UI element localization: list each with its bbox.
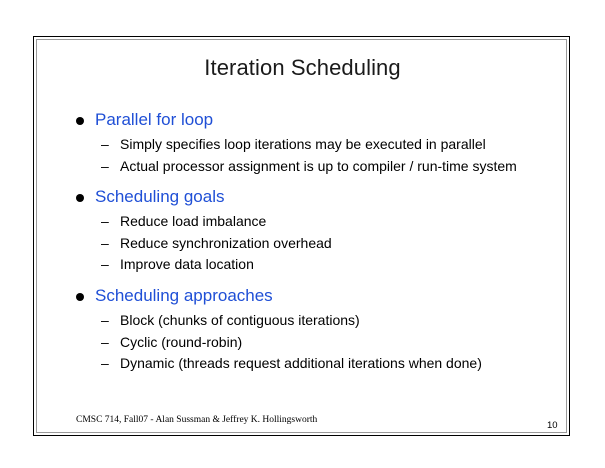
dash-icon: – xyxy=(101,157,109,174)
slide-title: Iteration Scheduling xyxy=(204,55,401,80)
sub-item-text: Dynamic (threads request additional iterations when done) xyxy=(120,355,482,371)
sub-item-text: Simply specifies loop iterations may be executed in parallel xyxy=(120,136,486,152)
bullet-item xyxy=(0,110,605,134)
sub-item-text: Reduce load imbalance xyxy=(120,213,267,229)
section-parallel-for-loop xyxy=(0,110,605,177)
dash-icon: – xyxy=(101,312,109,328)
sub-item xyxy=(0,254,605,276)
sub-item xyxy=(0,233,605,255)
bullet-heading: Scheduling approaches xyxy=(95,286,273,305)
dash-icon: – xyxy=(101,256,109,272)
sub-item xyxy=(0,332,605,354)
sub-item-text: Cyclic (round-robin) xyxy=(120,333,243,350)
dash-icon: – xyxy=(101,234,109,251)
bullet-item xyxy=(0,286,605,310)
bullet-item xyxy=(0,187,605,211)
bullet-heading: Scheduling goals xyxy=(95,187,225,206)
footer-credit: CMSC 714, Fall07 - Alan Sussman & Jeffrey K. Hollingsworth xyxy=(76,415,318,425)
section-scheduling-approaches xyxy=(0,286,605,375)
dash-icon: – xyxy=(101,213,109,229)
sub-item xyxy=(0,310,605,332)
sub-item xyxy=(0,156,605,178)
bullet-dot-icon xyxy=(76,194,84,202)
sub-item xyxy=(0,353,605,375)
dash-icon: – xyxy=(101,136,109,152)
dash-icon: – xyxy=(101,333,109,350)
sub-item-text: Reduce synchronization overhead xyxy=(120,234,332,251)
sub-item xyxy=(0,134,605,156)
page-number: 10 xyxy=(547,420,558,431)
bullet-dot-icon xyxy=(76,117,84,125)
sub-item-text: Actual processor assignment is up to compiler / run-time system xyxy=(120,157,517,174)
bullet-heading: Parallel for loop xyxy=(95,110,214,129)
dash-icon: – xyxy=(101,355,109,371)
section-scheduling-goals xyxy=(0,187,605,276)
sub-item-text: Improve data location xyxy=(120,256,254,272)
sub-item-text: Block (chunks of contiguous iterations) xyxy=(120,312,360,328)
bullet-dot-icon xyxy=(76,293,84,301)
sub-item xyxy=(0,211,605,233)
